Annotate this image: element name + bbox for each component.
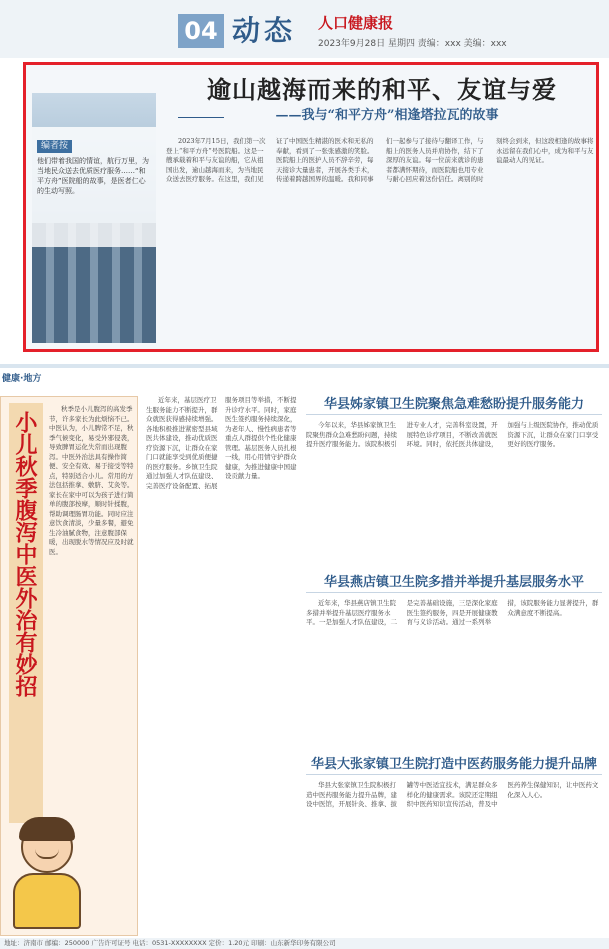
article-1-headline: 华县姊家镇卫生院聚焦急难愁盼提升服务能力 (306, 396, 602, 415)
article-2-body: 近年来，华县燕店镇卫生院多措并举提升基层医疗服务水平。一是加强人才队伍建设，二是完善基础设施，三是深化家庭医生签约服务，四是开展健康教育与义诊活动。通过一系列举措，该院服务能力显著提升，群众满意度不断提高。 (306, 599, 599, 626)
feature-body: 秋季是小儿腹泻的高发季节，许多家长为此烦恼不已。中医认为，小儿脾常不足，秋季气候变化，易受外邪侵袭，导致脾胃运化失常而出现腹泻。中医外治法具有操作简便、安全有效、易于接受等特点，特别适合小儿。常用的方法包括推拿、敷脐、艾灸等。家长在家中可以为孩子进行简单的腹部按摩，顺时针揉腹，帮助调理肠胃功能。同时应注意饮食清淡，少量多餐，避免生冷油腻食物，注意腹部保暖，出现脱水等情况应及时就医。 (49, 405, 134, 556)
page-footer: 地址：济南市 邮编：250000 广告许可证号 电话：0531-XXXXXXXX 定价：1.20元 印刷：山东新华印务有限公司 (0, 938, 609, 949)
caption-tag: 编者按 (37, 140, 72, 153)
newspaper-logo: 人口健康报 (318, 14, 394, 32)
issue-meta: 2023年9月28日 星期四 责编：xxx 美编：xxx (318, 39, 507, 49)
main-subtitle: ——我与“和平方舟”相逢塔拉瓦的故事 (275, 108, 499, 123)
section-band (0, 372, 609, 386)
left-feature (0, 396, 138, 936)
article-2 (306, 574, 602, 750)
article-2-headline: 华县燕店镇卫生院多措并举提升基层服务水平 (306, 574, 602, 593)
main-article (23, 62, 599, 352)
article-3-body: 华县大张家镇卫生院积极打造中医药服务能力提升品牌，建设中医馆，开展针灸、推拿、拔罐等中医适宜技术，满足群众多样化的健康需求。该院还定期组织中医药知识宣传活动，普及中医药养生保健知识，让中医药文化深入人心。 (306, 781, 599, 808)
subtitle-rule (178, 117, 224, 118)
photo-caption-box (32, 127, 156, 247)
feature-title: 小儿秋季腹泻中医外治有妙招 (9, 403, 43, 823)
article-3-headline: 华县大张家镇卫生院打造中医药服务能力提升品牌 (306, 756, 602, 775)
page-header (0, 0, 609, 58)
child-illustration (7, 817, 87, 929)
section-title: 动态 (232, 14, 297, 47)
main-headline: 逾山越海而来的和平、友谊与爱 (207, 75, 557, 104)
article-1-body: 今年以来，华县姊家镇卫生院聚焦群众急难愁盼问题，持续提升医疗服务能力。该院积极引进专业人才，完善科室设置，开展特色诊疗项目，不断改善就医环境。同时，依托医共体建设，加强与上级医院协作，推动优质资源下沉，让群众在家门口享受更好的医疗服务。 (306, 421, 599, 448)
article-3 (306, 756, 602, 934)
main-article-body: 2023年7月15日，我们第一次登上“和平方舟”号医院船。这是一艘承载着和平与友谊的船，它从祖国出发，逾山越海而来，为当地民众送去医疗服务。在这里，我们见证了中国医生精湛的医术和无私的奉献，看到了一张张感激的笑脸。医院船上的医护人员不辞辛劳，每天接诊大量患者，开展各类手术，传递着跨越国界的温暖。我和同事们一起参与了接待与翻译工作，与船上的医务人员并肩协作，结下了深厚的友谊。每一位前来就诊的患者都满怀期待，而医院船也用专业与耐心回应着这份信任。离别的时刻终会到来，但这段相逢的故事将永远留在我们心中，成为和平与友谊最动人的见证。 (166, 137, 594, 183)
article-1 (306, 396, 602, 568)
section-tag: 健康·地方 (2, 374, 42, 384)
section-number: 04 (178, 14, 224, 48)
section-divider (0, 364, 609, 368)
middle-column-text: 近年来，基层医疗卫生服务能力不断提升，群众就医获得感持续增强。各地积极推进紧密型县域医共体建设，推动优质医疗资源下沉，让群众在家门口就能享受到优质便捷的医疗服务。乡镇卫生院通过加强人才队伍建设、完善医疗设备配置、拓展服务项目等举措，不断提升诊疗水平。同时，家庭医生签约服务持续深化，为老年人、慢性病患者等重点人群提供个性化健康管理。基层医务人员扎根一线，用心用情守护群众健康，为推进健康中国建设贡献力量。 (146, 396, 297, 490)
photo-caption: 他们带着我国的情谊，航行万里，为当地民众送去优质医疗服务……“和平方舟”医院船的故事，是医者仁心的生动写照。 (37, 157, 149, 195)
